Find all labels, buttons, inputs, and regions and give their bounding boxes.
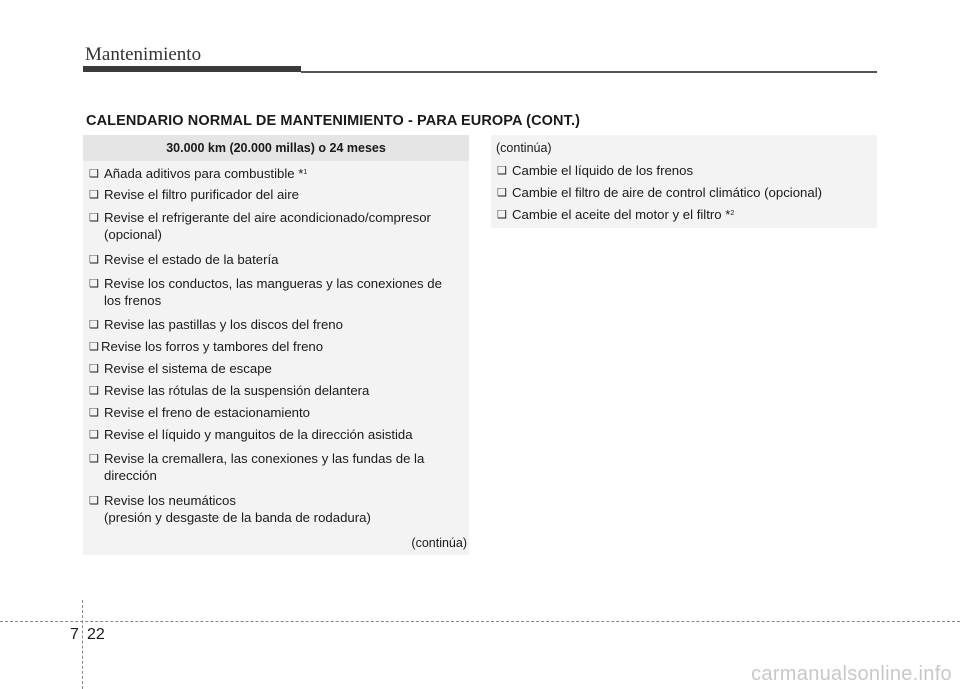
section-title: Mantenimiento <box>85 44 202 65</box>
maintenance-panel-right <box>491 135 877 228</box>
checkbox-icon: ❑ <box>497 209 507 221</box>
list-item: ❑ Revise el estado de la batería <box>89 252 279 267</box>
checkbox-icon: ❑ <box>89 319 99 331</box>
checkbox-icon: ❑ <box>89 254 99 266</box>
header-bar-thick <box>83 66 301 72</box>
list-item: ❑ Añada aditivos para combustible *$^1$ <box>89 166 308 181</box>
checkbox-icon: ❑ <box>89 385 99 397</box>
list-item: ❑ Revise las pastillas y los discos del freno <box>89 317 343 332</box>
list-item: ❑ Revise la cremallera, las conexiones y las fundas de la dirección <box>89 451 425 483</box>
list-item: ❑ Revise el líquido y manguitos de la dirección asistida <box>89 427 413 442</box>
maintenance-panel-left <box>83 135 469 555</box>
checkbox-icon: ❑ <box>89 429 99 441</box>
checkbox-icon: ❑ <box>89 168 99 180</box>
list-item: ❑ Revise el filtro purificador del aire <box>89 187 299 202</box>
list-item: ❑ Cambie el aceite del motor y el filtro *$^2$ <box>497 207 735 222</box>
continued-label: (continúa) <box>411 536 467 550</box>
checkbox-icon: ❑ <box>497 187 507 199</box>
continued-label: (continúa) <box>496 141 552 155</box>
checkbox-icon: ❑ <box>89 495 99 507</box>
list-item: ❑ Revise los conductos, las mangueras y las conexiones de los frenos <box>89 276 442 308</box>
checkbox-icon: ❑ <box>89 278 99 290</box>
list-item: ❑ Revise las rótulas de la suspensión delantera <box>89 383 370 398</box>
main-heading: CALENDARIO NORMAL DE MANTENIMIENTO - PARA EUROPA (CONT.) <box>86 113 581 129</box>
page-number: 22 <box>87 626 105 643</box>
list-item: ❑ Cambie el filtro de aire de control climático (opcional) <box>497 185 823 200</box>
checkbox-icon: ❑ <box>89 189 99 201</box>
checkbox-icon: ❑ <box>89 453 99 465</box>
watermark: carmanualsonline.info <box>751 663 952 685</box>
list-item: ❑ Revise los neumáticos (presión y desgaste de la banda de rodadura) <box>89 493 371 525</box>
header-rule <box>301 71 877 73</box>
chapter-number: 7 <box>70 626 79 643</box>
checkbox-icon: ❑ <box>497 165 507 177</box>
interval-header: 30.000 km (20.000 millas) o 24 meses <box>83 135 469 161</box>
checkbox-icon: ❑ <box>89 212 99 224</box>
list-item: ❑ Revise el refrigerante del aire acondicionado/compresor (opcional) <box>89 210 431 242</box>
checkbox-icon: ❑ <box>89 341 99 353</box>
list-item: ❑ Revise el freno de estacionamiento <box>89 405 310 420</box>
footer-rule <box>0 621 960 622</box>
list-item: ❑ Cambie el líquido de los frenos <box>497 163 694 178</box>
footer-divider <box>82 600 83 689</box>
checkbox-icon: ❑ <box>89 363 99 375</box>
list-item: ❑ Revise el sistema de escape <box>89 361 272 376</box>
checkbox-icon: ❑ <box>89 407 99 419</box>
list-item: ❑ Revise los forros y tambores del freno <box>89 339 324 354</box>
